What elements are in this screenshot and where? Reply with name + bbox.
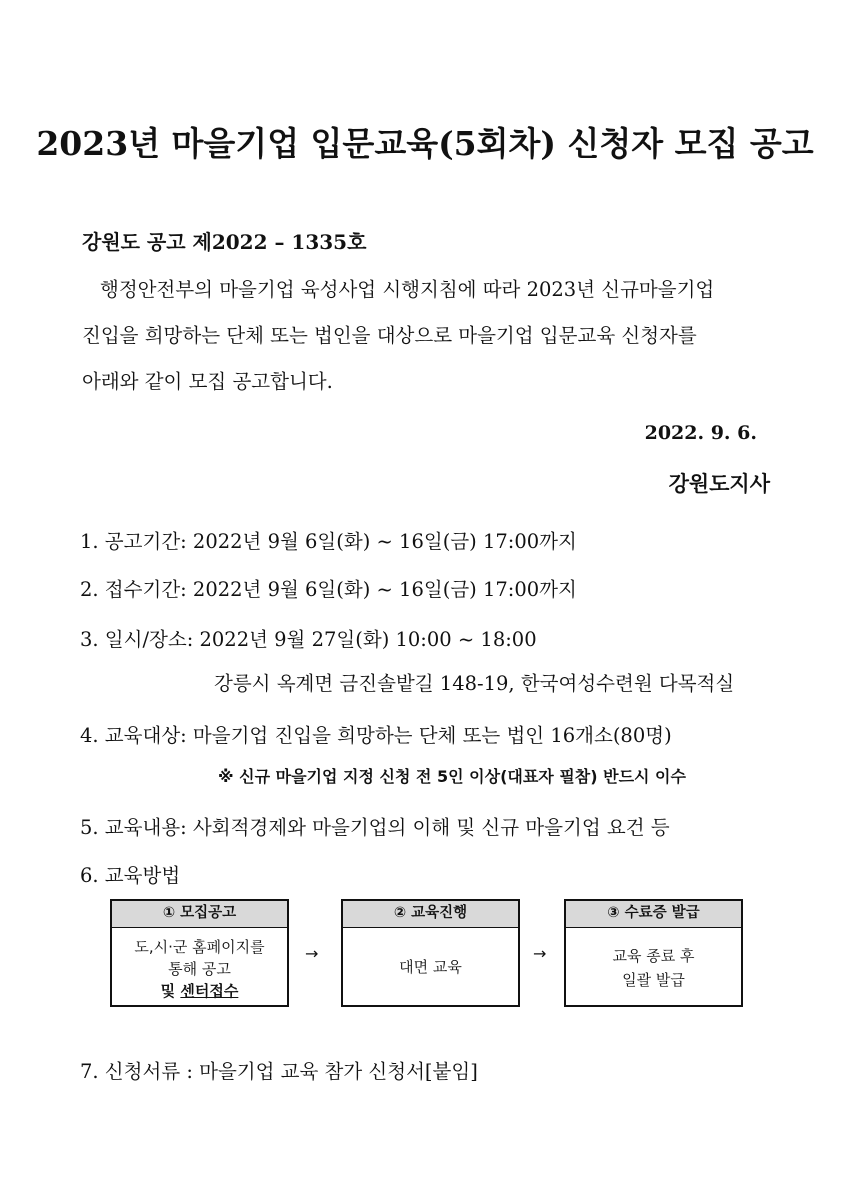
center-reception-text: 센터접수 bbox=[180, 982, 239, 1000]
item-place: 강릉시 옥계면 금진솔밭길 148-19, 한국여성수련원 다목적실 bbox=[214, 672, 735, 695]
process-step-recruit bbox=[110, 899, 289, 1007]
body-line-2: 진입을 희망하는 단체 또는 법인을 대상으로 마을기업 입문교육 신청자를 bbox=[82, 324, 697, 347]
notice-number: 강원도 공고 제2022 – 1335호 bbox=[82, 230, 367, 254]
body-line-3: 아래와 같이 모집 공고합니다. bbox=[82, 370, 333, 393]
item-notice-period: 1. 공고기간: 2022년 9월 6일(화) ~ 16일(금) 17:00까지 bbox=[80, 530, 577, 553]
notice-date: 2022. 9. 6. bbox=[644, 422, 757, 444]
process-step-recruit-title: ① 모집공고 bbox=[112, 901, 287, 928]
process-step-certificate-line-1: 교육 종료 후 bbox=[612, 947, 695, 965]
process-step-recruit-line-1: 도,시·군 홈페이지를 bbox=[134, 938, 265, 956]
process-step-certificate-title: ③ 수료증 발급 bbox=[566, 901, 741, 928]
target-note: ※ 신규 마을기업 지정 신청 전 5인 이상(대표자 필참) 반드시 이수 bbox=[218, 767, 686, 786]
arrow-icon: → bbox=[533, 944, 547, 963]
process-step-certificate-line-2: 일괄 발급 bbox=[622, 971, 685, 989]
process-step-recruit-line-2: 통해 공고 bbox=[168, 960, 231, 978]
item-target: 4. 교육대상: 마을기업 진입을 희망하는 단체 또는 법인 16개소(80명) bbox=[80, 724, 672, 747]
item-content: 5. 교육내용: 사회적경제와 마을기업의 이해 및 신규 마을기업 요건 등 bbox=[80, 816, 670, 839]
process-step-education bbox=[341, 899, 520, 1007]
body-line-1: 행정안전부의 마을기업 육성사업 시행지침에 따라 2023년 신규마을기업 bbox=[100, 278, 715, 301]
process-step-education-title: ② 교육진행 bbox=[343, 901, 518, 928]
arrow-icon: → bbox=[305, 944, 319, 963]
document-title: 2023년 마을기업 입문교육(5회차) 신청자 모집 공고 bbox=[36, 124, 814, 163]
item-documents: 7. 신청서류 : 마을기업 교육 참가 신청서[붙임] bbox=[80, 1060, 478, 1083]
item-method: 6. 교육방법 bbox=[80, 864, 181, 887]
process-step-education-body: 대면 교육 bbox=[399, 958, 462, 976]
issuer: 강원도지사 bbox=[668, 471, 770, 496]
item-date-place: 3. 일시/장소: 2022년 9월 27일(화) 10:00 ~ 18:00 bbox=[80, 628, 537, 651]
process-step-certificate bbox=[564, 899, 743, 1007]
process-step-recruit-line-3-prefix: 및 bbox=[160, 982, 181, 1000]
item-reception-period: 2. 접수기간: 2022년 9월 6일(화) ~ 16일(금) 17:00까지 bbox=[80, 578, 577, 601]
